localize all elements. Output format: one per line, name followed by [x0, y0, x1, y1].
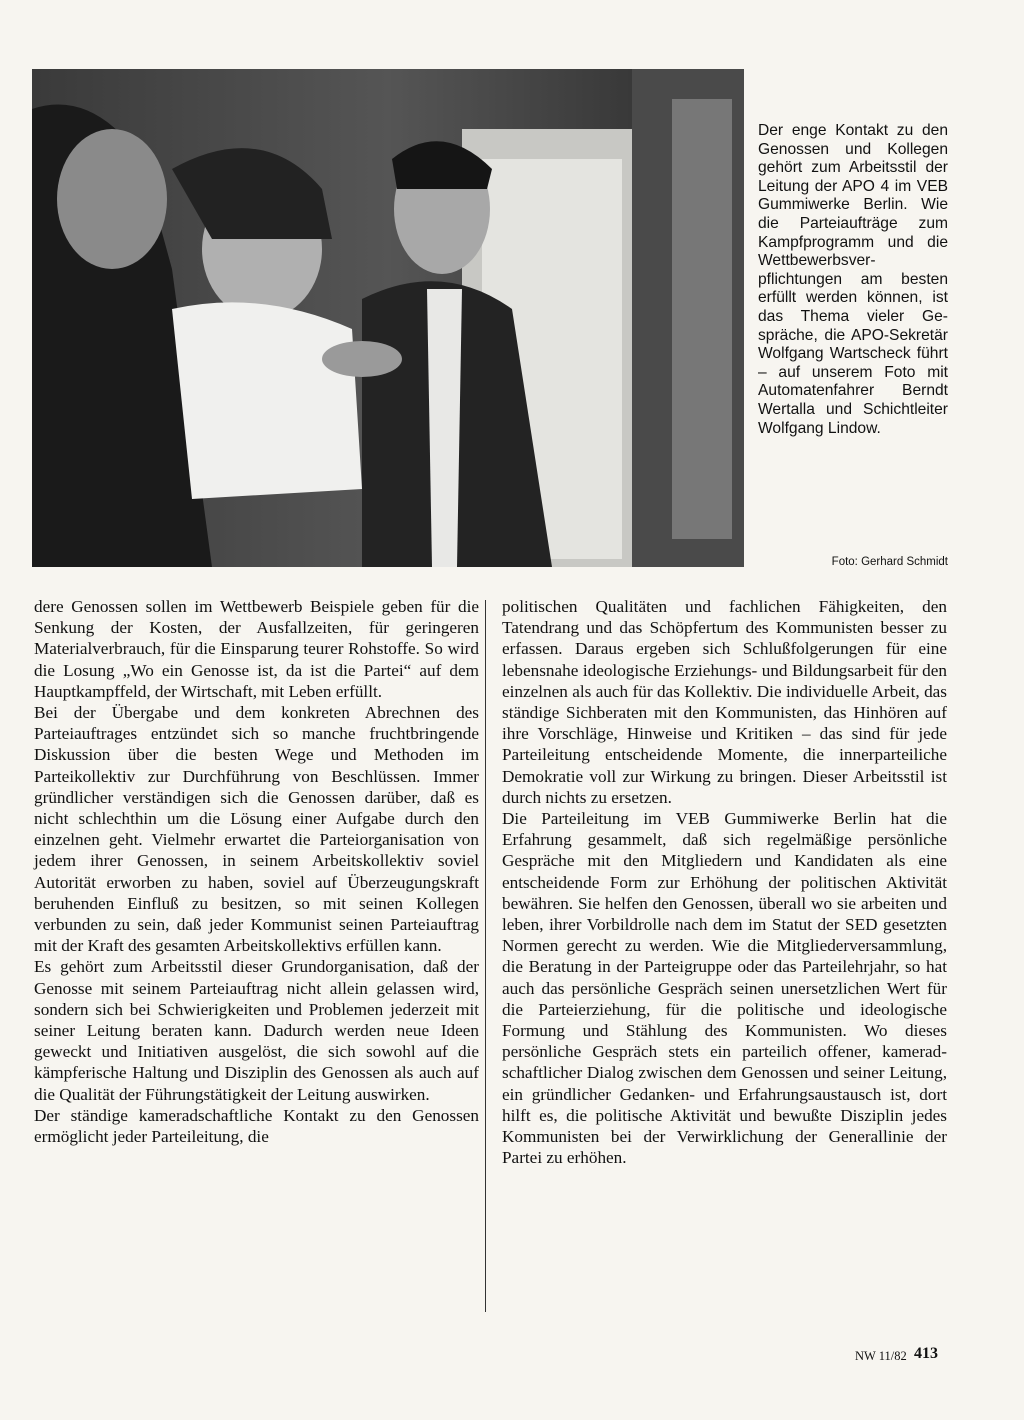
paragraph: Bei der Übergabe und dem konkreten Abrechnen des Parteiauftrages entzündet sich so manche fruchtbringende Diskussion über die besten Wege und Methoden im Parteikollektiv zur Durchführung von Beschlüssen. Immer gründlicher verständigen sich die Genossen darüber, daß es nicht schlechthin um die Lösung einer Aufgabe durch den einzelnen geht. Vielmehr erwartet die Parteiorganisation von jedem ihrer Genossen, in seinem Arbeitskollektiv soviel Autorität erworben zu haben, soviel auf Überzeugungskraft beruhenden Einfluß zu besitzen, so mit seinen Kollegen verbunden zu sein, daß jeder Kommunist seinen Parteiauftrag mit der Kraft des gesamten Arbeitskollektivs erfüllen kann.	[34, 703, 479, 956]
column-divider	[485, 600, 486, 1312]
paragraph: Es gehört zum Arbeitsstil dieser Grundorganisation, daß der Genosse mit seinem Parteiauftrag nicht allein gelassen wird, sondern sich bei Schwierigkeiten und Problemen jederzeit mit seiner Leitung beraten kann. Dadurch werden neue Ideen geweckt und Initiativen ausgelöst, die sich sowohl auf die kämpferische Haltung und Disziplin des Genossen als auch auf die Qualität der Führungstätigkeit der Leitung auswirken.	[34, 957, 479, 1104]
photo-caption: Der enge Kontakt zu den Genossen und Kollegen gehört zum Arbeitsstil der Leitung der APO 4 im VEB Gummiwerke Berlin. Wie die Parteiaufträge zum Kampfprogramm und die Wettbewerbsverpflichtungen am besten erfüllt werden können, ist das Thema vieler Gespräche, die APO-Sekretär Wolfgang Wartscheck führt – auf unserem Foto mit Automatenfahrer Berndt Wertalla und Schichtleiter Wolfgang Lindow.	[758, 122, 948, 437]
photo	[32, 69, 744, 567]
page-number: 413	[914, 1345, 938, 1362]
paragraph: dere Genossen sollen im Wettbewerb Beispiele geben für die Senkung der Kosten, der Ausfallzeiten, für geringeren Materialverbrauch, für die Einsparung teurer Rohstoffe. So wird die Losung „Wo ein Genosse ist, da ist die Partei“ auf dem Hauptkampffeld, der Wirtschaft, mit Leben erfüllt.	[34, 597, 479, 701]
paragraph: politischen Qualitäten und fachlichen Fähigkeiten, den Tatendrang und das Schöpfertum des Kommunisten besser zu erfassen. Daraus ergeben sich Schlußfolgerungen für eine lebensnahe ideologische Erziehungs- und Bildungsarbeit für den einzelnen als auch für das Kollektiv. Die individuelle Arbeit, das ständige Sichberaten mit den Kommunisten, das Hinhören auf ihre Vorschläge, Hinweise und Kritiken – das sind für jede Parteileitung entscheidende Momente, die innerparteiliche Demokratie voll zur Wirkung zu bringen. Dieser Arbeitsstil ist durch nichts zu ersetzen.	[502, 597, 947, 807]
right-column	[502, 596, 947, 1168]
photo-icon	[32, 69, 744, 567]
left-column	[34, 596, 479, 1147]
paragraph: Der ständige kameradschaftliche Kontakt zu den Genossen ermöglicht jeder Parteileitung, die	[34, 1105, 479, 1147]
issue-label: NW 11/82	[855, 1349, 907, 1363]
paragraph: Die Parteileitung im VEB Gummiwerke Berlin hat die Erfahrung gesammelt, daß sich regelmäßige persönliche Gespräche mit den Mitgliedern und Kandidaten als eine entscheidende Form zur Erhöhung der politischen Aktivität bewähren. Sie helfen den Genossen, überall wo sie arbeiten und leben, ihrer Vorbildrolle nach dem im Statut der SED gesetzten Normen gerecht zu werden. Wie die Mitgliederversammlung, die Beratung in der Parteigruppe oder das Parteilehrjahr, so hat auch das persönliche Gespräch seinen unersetzlichen Wert für die Parteierziehung, für die politische und ideologische Formung und Stählung des Kommunisten. Wo dieses persönliche Gespräch stets ein parteilich offener, kameradschaftlicher Dialog zwischen dem Genossen und seiner Leitung, ein gründlicher Gedanken- und Erfahrungsaustausch ist, dort hilft es, die politische Aktivität und bewußte Disziplin jedes Kommunisten bei der Verwirklichung der Generallinie der Partei zu erhöhen.	[502, 809, 947, 1168]
photo-credit: Foto: Gerhard Schmidt	[831, 556, 948, 568]
